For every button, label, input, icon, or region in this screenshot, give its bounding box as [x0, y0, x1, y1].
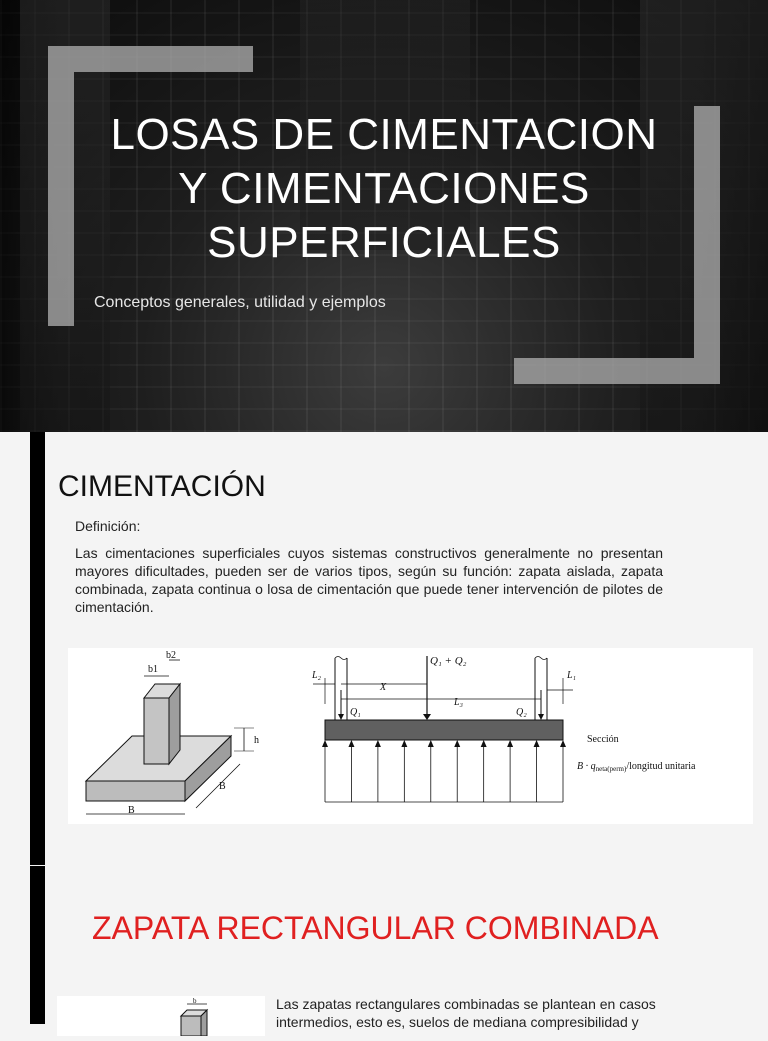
load-label: Q₁ [350, 707, 361, 718]
pressure-arrow-head [348, 740, 354, 747]
figure-panel [57, 996, 265, 1036]
combined-footing-figure [311, 655, 696, 802]
dimension-label: b [193, 997, 197, 1005]
dimension-label: L₃ [454, 697, 464, 708]
pressure-arrow-head [454, 740, 460, 747]
dimension-label: h [254, 735, 259, 746]
body-text: Las zapatas rectangulares combinadas se plantean en casos intermedios, esto es, suelos de mediana compresibilidad y [276, 996, 656, 1030]
title-line: SUPERFICIALES [207, 218, 561, 267]
cimentacion-slide [0, 432, 768, 865]
title-line: LOSAS DE CIMENTACION [110, 110, 658, 159]
dimension-label: b1 [148, 664, 158, 675]
section-title: CIMENTACIÓN [58, 470, 266, 503]
dimension-label: L₂ [312, 670, 322, 681]
zapata-slide [0, 866, 768, 1030]
accent-bar [30, 432, 45, 865]
dimension-label: B [128, 805, 135, 816]
definition-text: Las cimentaciones superficiales cuyos sistemas constructivos generalmente no presentan mayores dificultades, pueden ser de varios tipos, según su función: zapata aislada, zapata combinada, zapata continua o losa de cimentación que puede tener intervención de pilotes de cimentación. [75, 545, 663, 615]
dimension-label: B [219, 781, 226, 792]
pressure-arrow-head [507, 740, 513, 747]
foundation-diagrams [68, 648, 753, 824]
footing-partial-figure [57, 996, 265, 1036]
load-label: Q₁ + Q₂ [430, 655, 467, 667]
pressure-arrow-head [534, 740, 540, 747]
pressure-arrow-head [481, 740, 487, 747]
pressure-arrow-head [401, 740, 407, 747]
load-label: Q₂ [516, 707, 527, 718]
isolated-footing-figure [86, 650, 259, 816]
soil-pressure-arrows [322, 740, 566, 802]
pressure-arrow-head [375, 740, 381, 747]
section-label: Sección [587, 734, 619, 745]
pressure-label: $B \cdot q_{neta(perm)}$/longitud unitaria [577, 761, 696, 773]
dimension-label: L₁ [567, 670, 577, 681]
dimension-label: b2 [166, 650, 176, 661]
pressure-arrow-head [560, 740, 566, 747]
slide-title [100, 108, 668, 270]
pressure-arrow-head [322, 740, 328, 747]
definition-label: Definición: [75, 518, 141, 534]
section-title: ZAPATA RECTANGULAR COMBINADA [92, 910, 659, 946]
slide-subtitle: Conceptos generales, utilidad y ejemplos [94, 294, 386, 311]
accent-bar [30, 866, 45, 1024]
dimension-label: X [380, 682, 387, 693]
figure-panel [68, 648, 753, 824]
title-slide [0, 0, 768, 432]
title-line: Y CIMENTACIONES [178, 164, 590, 213]
pressure-arrow-head [428, 740, 434, 747]
